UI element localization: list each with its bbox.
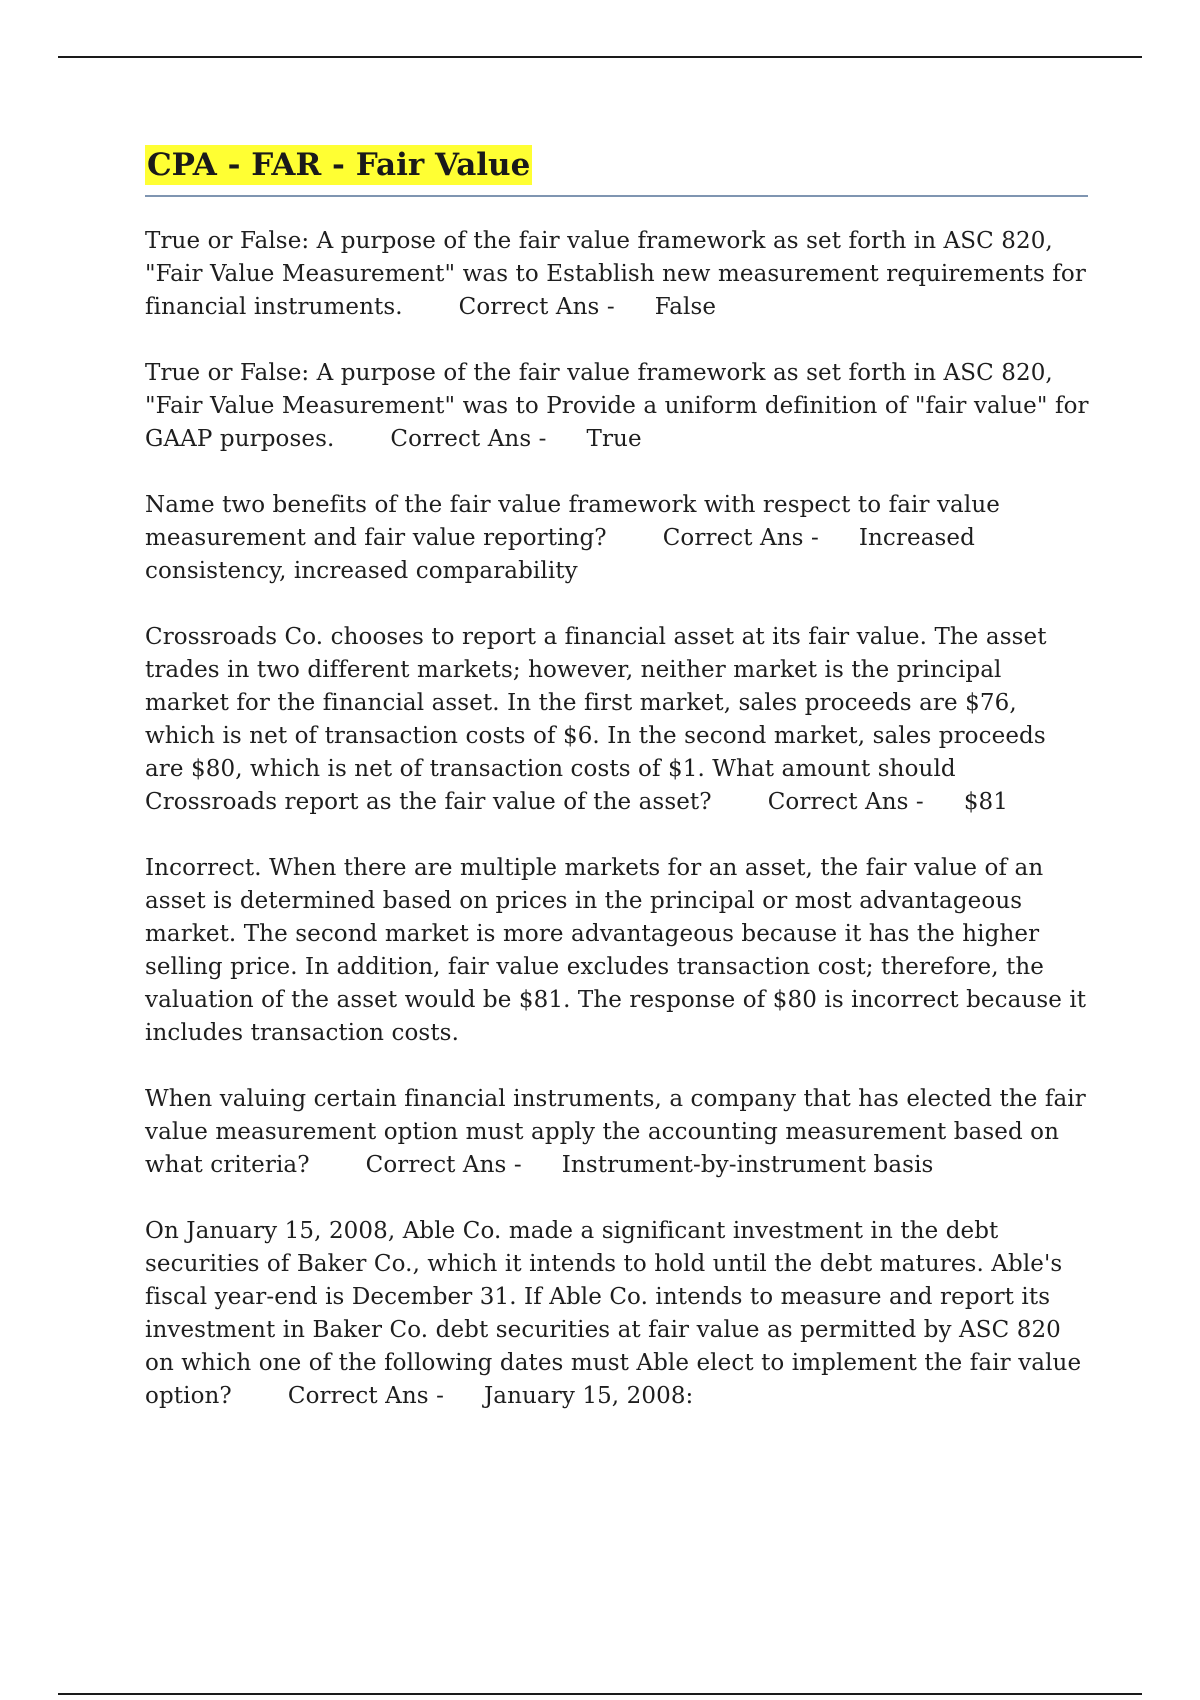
answer-marker: Correct Ans -	[458, 294, 615, 320]
qa-item	[145, 489, 1090, 588]
qa-item	[145, 621, 1090, 819]
answer-marker: Correct Ans -	[767, 789, 924, 815]
title-underline	[145, 195, 1088, 197]
qa-item	[145, 357, 1090, 456]
answer-text: $81	[963, 789, 1009, 815]
answer-text: January 15, 2008:	[483, 1383, 694, 1409]
answer-marker: Correct Ans -	[662, 525, 819, 551]
question-text: On January 15, 2008, Able Co. made a significant investment in the debt securities of Baker Co., which it intends to hold until the debt matures. Able's fiscal year-end is December 31. If Able Co. intends to measure and report its investment in Baker Co. debt securities at fair value as permitted by ASC 820 on which one of the following dates must Able elect to implement the fair value option?	[145, 1218, 1082, 1409]
footer-rule	[58, 1693, 1142, 1695]
answer-marker: Correct Ans -	[365, 1152, 522, 1178]
answer-text: False	[654, 294, 717, 320]
answer-text: True	[586, 426, 642, 452]
question-text: True or False: A purpose of the fair value framework as set forth in ASC 820, "Fair Value Measurement" was to Establish new measurement requirements for financial instruments.	[145, 228, 1086, 320]
answer-marker: Correct Ans -	[390, 426, 547, 452]
answer-text: Increased consistency, increased comparability	[145, 525, 975, 584]
header-rule	[58, 56, 1142, 58]
qa-item	[145, 225, 1090, 324]
qa-item	[145, 1083, 1090, 1182]
answer-marker: Correct Ans -	[287, 1383, 444, 1409]
explanation-paragraph	[145, 852, 1090, 1050]
question-text: True or False: A purpose of the fair value framework as set forth in ASC 820, "Fair Value Measurement" was to Provide a uniform definition of "fair value" for GAAP purposes.	[145, 360, 1089, 452]
question-text: Name two benefits of the fair value framework with respect to fair value measurement and fair value reporting?	[145, 492, 1000, 551]
question-text: When valuing certain financial instruments, a company that has elected the fair value measurement option must apply the accounting measurement based on what criteria?	[145, 1086, 1086, 1178]
document-title: CPA - FAR - Fair Value	[147, 147, 531, 183]
qa-list	[145, 225, 1090, 1413]
answer-text: Instrument-by-instrument basis	[561, 1152, 934, 1178]
qa-item	[145, 1215, 1090, 1413]
explanation-text: Incorrect. When there are multiple markets for an asset, the fair value of an asset is determined based on prices in the principal or most advantageous market. The second market is more advantageous because it has the higher selling price. In addition, fair value excludes transaction cost; therefore, the valuation of the asset would be $81. The response of $80 is incorrect because it includes transaction costs.	[145, 855, 1087, 1046]
document-body	[145, 145, 1090, 1413]
question-text: Crossroads Co. chooses to report a financial asset at its fair value. The asset trades in two different markets; however, neither market is the principal market for the financial asset. In the first market, sales proceeds are $76, which is net of transaction costs of $6. In the second market, sales proceeds are $80, which is net of transaction costs of $1. What amount should Crossroads report as the fair value of the asset?	[145, 624, 1047, 815]
